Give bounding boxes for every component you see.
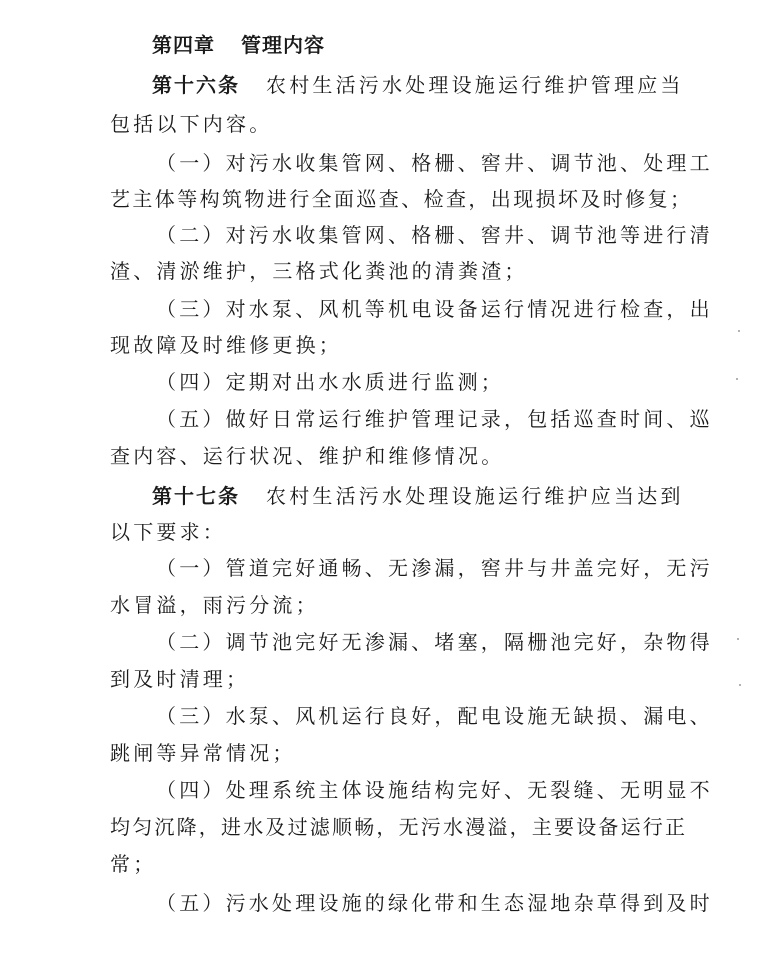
article-16-item-2-line-1: （二）对污水收集管网、格栅、窖井、调节池等进行清 bbox=[156, 223, 713, 247]
article-16-lead-line bbox=[152, 72, 684, 98]
chapter-title: 管理内容 bbox=[241, 33, 325, 57]
article-17-item-5-line-1: （五）污水处理设施的绿化带和生态湿地杂草得到及时 bbox=[156, 891, 713, 915]
article-16-item-1-line-1: （一）对污水收集管网、格栅、窖井、调节池、处理工 bbox=[156, 151, 713, 175]
article-16-item-5-line-2: 查内容、运行状况、维护和维修情况。 bbox=[110, 444, 505, 468]
article-17-item-4-line-1: （四）处理系统主体设施结构完好、无裂缝、无明显不 bbox=[156, 778, 713, 802]
article-16-item-4-line-1: （四）定期对出水水质进行监测； bbox=[156, 370, 504, 394]
chapter-heading bbox=[152, 32, 325, 58]
article-16-item-3-line-1: （三）对水泵、风机等机电设备运行情况进行检查，出 bbox=[156, 297, 713, 321]
article-17-item-1-line-1: （一）管道完好通畅、无渗漏，窖井与井盖完好，无污 bbox=[156, 556, 713, 580]
article-17-item-3-line-2: 跳闸等异常情况； bbox=[110, 741, 296, 765]
article-16-item-3-line-2: 现故障及时维修更换； bbox=[110, 333, 342, 357]
article-17-label: 第十七条 bbox=[152, 484, 240, 508]
article-16-item-1-line-2: 艺主体等构筑物进行全面巡查、检查，出现损坏及时修复； bbox=[110, 187, 693, 211]
scan-speck bbox=[736, 378, 738, 380]
article-17-item-2-line-2: 到及时清理； bbox=[110, 667, 250, 691]
article-17-item-4-line-3: 常； bbox=[110, 852, 157, 876]
article-16-item-5-line-1: （五）做好日常运行维护管理记录，包括巡查时间、巡 bbox=[156, 407, 713, 431]
article-17-item-4-line-2: 均匀沉降，进水及过滤顺畅，无污水漫溢，主要设备运行正 bbox=[110, 815, 688, 839]
article-17-item-3-line-1: （三）水泵、风机运行良好，配电设施无缺损、漏电、 bbox=[156, 704, 713, 728]
article-17-lead: 农村生活污水处理设施运行维护应当达到 bbox=[266, 484, 684, 508]
article-16-item-2-line-2: 渣、清淤维护，三格式化粪池的清粪渣； bbox=[110, 259, 528, 283]
article-16-lead-continued: 包括以下内容。 bbox=[110, 112, 273, 136]
article-16-lead: 农村生活污水处理设施运行维护管理应当 bbox=[266, 73, 684, 97]
article-17-lead-line bbox=[152, 483, 684, 509]
article-17-item-2-line-1: （二）调节池完好无渗漏、堵塞，隔栅池完好，杂物得 bbox=[156, 630, 713, 654]
article-16-label: 第十六条 bbox=[152, 73, 240, 97]
scan-speck bbox=[737, 638, 739, 640]
chapter-number: 第四章 bbox=[152, 33, 215, 57]
article-17-item-1-line-2: 水冒溢，雨污分流； bbox=[110, 593, 319, 617]
article-17-lead-continued: 以下要求： bbox=[110, 520, 226, 544]
scan-speck bbox=[738, 330, 740, 332]
scan-speck bbox=[739, 684, 741, 686]
